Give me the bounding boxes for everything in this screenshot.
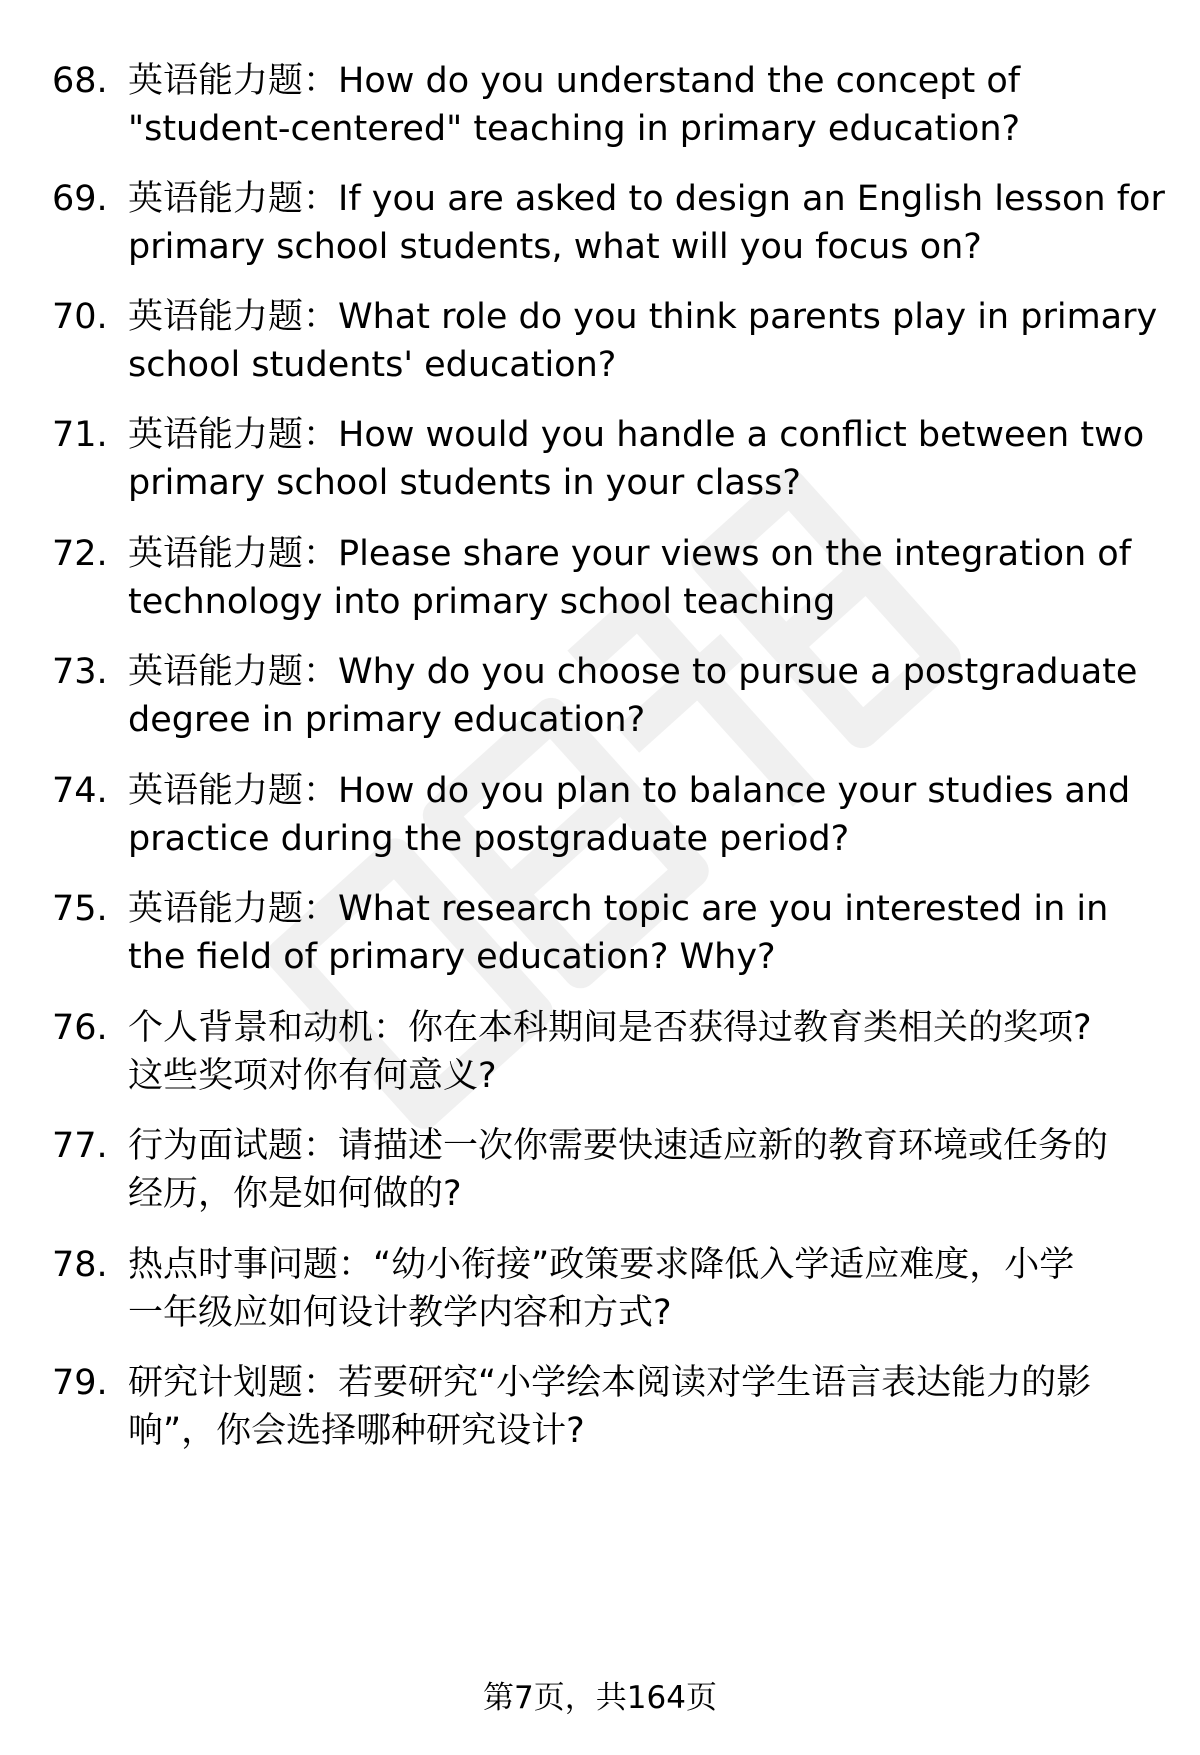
question-text: [128, 1004, 1200, 1100]
question-text: [128, 293, 1200, 389]
question-item-71: [52, 411, 1162, 521]
question-line: 英语能力题：If you are asked to design an English lesson for: [128, 179, 1165, 219]
question-line: 英语能力题：Please share your views on the integration of: [128, 534, 1132, 574]
question-text: [128, 175, 1200, 271]
question-line: 英语能力题：How would you handle a conflict between two: [128, 415, 1145, 455]
question-line: 个人背景和动机：你在本科期间是否获得过教育类相关的奖项?: [128, 1008, 1092, 1048]
question-number: 71.: [52, 415, 108, 455]
question-line: degree in primary education?: [128, 700, 646, 740]
question-text: [128, 1359, 1200, 1455]
question-line: 英语能力题：Why do you choose to pursue a postgraduate: [128, 652, 1138, 692]
question-number: 69.: [52, 179, 108, 219]
question-line: 这些奖项对你有何意义?: [128, 1056, 497, 1096]
question-line: 英语能力题：What research topic are you interested in in: [128, 889, 1109, 929]
question-text: [128, 1122, 1200, 1218]
page-number: 第7页，共164页: [483, 1680, 717, 1716]
question-line: 研究计划题：若要研究“小学绘本阅读对学生语言表达能力的影: [128, 1363, 1092, 1403]
question-line: 英语能力题：How do you understand the concept of: [128, 61, 1021, 101]
question-line: 热点时事问题：“幼小衔接”政策要求降低入学适应难度，小学: [128, 1245, 1075, 1285]
question-line: 一年级应如何设计教学内容和方式?: [128, 1293, 672, 1333]
question-item-78: [52, 1241, 1162, 1351]
question-line: 经历，你是如何做的?: [128, 1174, 462, 1214]
question-text: [128, 648, 1200, 744]
question-number: 77.: [52, 1126, 108, 1166]
question-number: 79.: [52, 1363, 108, 1403]
question-line: 行为面试题：请描述一次你需要快速适应新的教育环境或任务的: [128, 1126, 1109, 1166]
question-line: school students' education?: [128, 345, 617, 385]
question-item-69: [52, 175, 1165, 285]
question-number: 78.: [52, 1245, 108, 1285]
question-number: 70.: [52, 297, 108, 337]
question-item-74: [52, 767, 1162, 877]
question-item-75: [52, 885, 1162, 995]
question-item-68: [52, 57, 1162, 167]
question-number: 73.: [52, 652, 108, 692]
question-number: 74.: [52, 771, 108, 811]
question-line: technology into primary school teaching: [128, 582, 836, 622]
question-item-76: [52, 1004, 1162, 1114]
question-text: [128, 57, 1200, 153]
question-text: [128, 411, 1200, 507]
question-line: 英语能力题：What role do you think parents play in primary: [128, 297, 1158, 337]
question-number: 76.: [52, 1008, 108, 1048]
question-item-72: [52, 530, 1162, 640]
question-line: "student-centered" teaching in primary education?: [128, 109, 1021, 149]
question-line: 响”，你会选择哪种研究设计?: [128, 1411, 585, 1451]
question-item-77: [52, 1122, 1162, 1232]
question-text: [128, 885, 1200, 981]
question-number: 72.: [52, 534, 108, 574]
question-number: 75.: [52, 889, 108, 929]
question-line: practice during the postgraduate period?: [128, 819, 850, 859]
question-line: primary school students, what will you focus on?: [128, 227, 982, 267]
question-number: 68.: [52, 61, 108, 101]
question-text: [128, 530, 1200, 626]
question-item-79: [52, 1359, 1162, 1469]
question-text: [128, 767, 1200, 863]
question-item-73: [52, 648, 1162, 758]
question-line: 英语能力题：How do you plan to balance your studies and: [128, 771, 1131, 811]
question-line: the field of primary education? Why?: [128, 937, 776, 977]
question-line: primary school students in your class?: [128, 463, 801, 503]
question-text: [128, 1241, 1200, 1337]
question-item-70: [52, 293, 1162, 403]
